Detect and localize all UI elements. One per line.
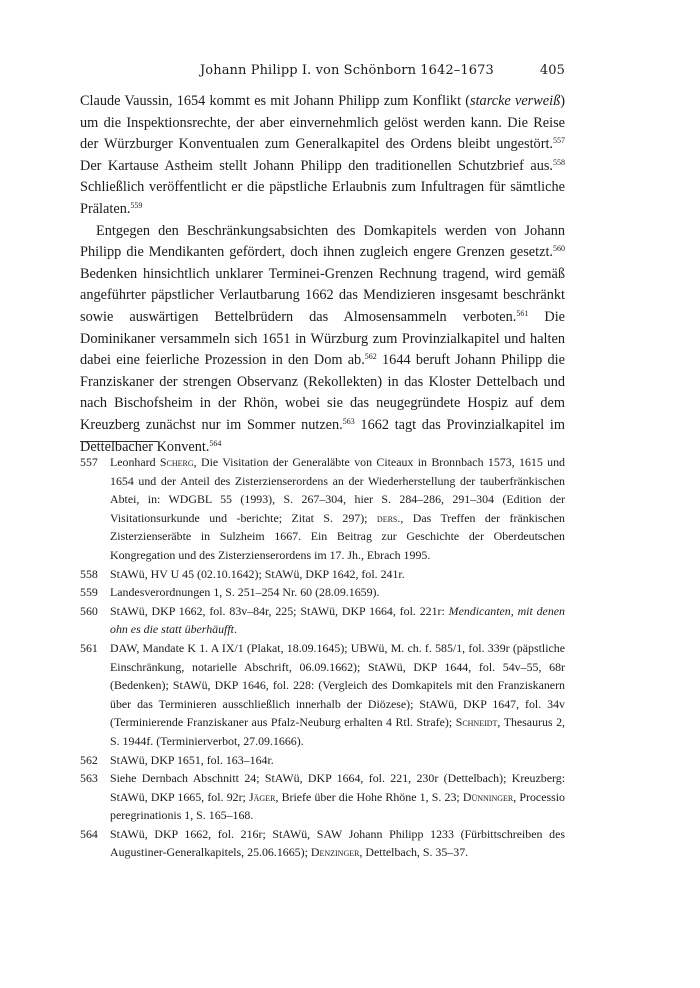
footnote-558 [80, 565, 565, 584]
footnote-ref-560[interactable]: 560 [553, 244, 565, 254]
text-segment: , Processio peregrinationis 1, S. 165–168. [110, 789, 565, 823]
footnote-number: 561 [80, 640, 98, 655]
text-segment: DAW, Mandate K 1. A IX/1 (Plakat, 18.09.1645); UBWü, M. ch. f. 585/1, fol. 339r (päpstliche Einschränkung, notarielle Abschrift, 06.09.1662); StAWü, DKP 1644, fol. 54v–55, 68r (Bedenken); StAWü, DKP 1646, fol. 228: (Vergleich des Domkapitels mit den Franziskanern über das Terminieren ausschließlich innerhalb der Diözese); StAWü, DKP 1647, fol. 34v (Terminierende Franziskaner aus Pfalz-Neuburg erhalten 4 Rtl. Strafe); [110, 640, 565, 730]
footnote-text: Landesverordnungen 1, S. 251–254 Nr. 60 (28.09.1659). [110, 585, 380, 600]
footnote-564 [80, 825, 565, 862]
footnote-number: 563 [80, 771, 98, 786]
italic-quote: Mendicanten, mit denen ohn es die statt überhäufft [110, 603, 566, 637]
text-segment: Bedenken hinsichtlich unklarer Terminei-Grenzen Rechnung tragend, wird gemäß angeführter päpstlicher Verlautbarung 1662 das Mendizieren insgesamt beschränkt sowie auswärtigen Bettelbrüdern das Almosensammeln verboten. [80, 265, 565, 325]
footnote-text [110, 825, 565, 862]
text-segment: , Dettelbach, S. 35–37. [359, 845, 469, 860]
footnote-text [110, 453, 565, 565]
footnote-563 [80, 769, 565, 825]
text-segment: . [233, 622, 237, 637]
author-name: Denzinger [310, 845, 360, 860]
paragraph-1 [80, 91, 565, 221]
footnote-557 [80, 453, 565, 565]
footnote-ref-562[interactable]: 562 [364, 352, 377, 362]
footnote-number: 559 [80, 585, 98, 600]
text-segment: 1662 tagt das Provinzialkapitel im Dettelbacher Konvent. [80, 416, 565, 455]
footnote-562 [80, 751, 565, 770]
text-segment: StAWü, DKP 1662, fol. 216r; StAWü, SAW Johann Philipp 1233 (Fürbittschreiben des Augustiner-Generalkapitels, 25.06.1665); [110, 826, 565, 860]
footnote-ref-563[interactable]: 563 [342, 416, 355, 426]
page-number: 405 [539, 63, 565, 78]
text-segment: 1644 beruft Johann Philipp die Franziskaner der strengen Observanz (Rekollekten) in das Kloster Dettelbach und nach Bischofsheim in der Rhön, wobei sie das neugegründete Hospiz auf dem Kreuzberg zunächst nur im Sommer nutzen. [80, 352, 566, 433]
footnote-ref-557[interactable]: 557 [553, 136, 565, 146]
footnote-text: StAWü, DKP 1651, fol. 163–164r. [110, 752, 274, 767]
text-segment: Die Dominikaner versammeln sich 1651 in Würzburg zum Provinzialkapitel und halten dabei eine feierliche Prozession in den Dom ab. [80, 308, 566, 369]
footnote-number: 558 [80, 566, 98, 581]
footnote-text [110, 639, 565, 751]
text-segment: Siehe Dernbach Abschnitt 24; StAWü, DKP 1664, fol. 221, 230r (Dettelbach); Kreuzberg: StAWü, DKP 1665, fol. 92r; [110, 771, 565, 804]
footnote-text [110, 602, 565, 639]
footnote-ref-564[interactable]: 564 [209, 438, 222, 448]
footnote-number: 564 [80, 826, 98, 841]
footnote-ref-561[interactable]: 561 [516, 308, 529, 318]
footnote-number: 560 [80, 603, 98, 618]
italic-quote: starcke verweiß [470, 93, 561, 109]
author-name: ders. [376, 510, 401, 525]
footnote-559 [80, 583, 565, 602]
author-name: Schneidt [455, 715, 498, 730]
text-segment: Claude Vaussin, 1654 kommt es mit Johann Philipp zum Konflikt ( [80, 93, 471, 109]
text-segment: Entgegen den Beschränkungsabsichten des Domkapitels werden von Johann Philipp die Mendikanten gefördert, doch ihnen zugleich engere Grenzen gesetzt. [80, 222, 565, 261]
footnote-text [110, 769, 565, 825]
text-segment: , Das Treffen der fränkischen Zisterzienseräbte in Sulzheim 1667. Ein Beitrag zur Geschichte der Oberdeutschen Kongregation und des Zisterzienserordens im 17. Jh., Ebrach 1995. [110, 510, 565, 562]
running-head-title: Johann Philipp I. von Schönborn 1642–1673 [200, 63, 494, 78]
footnote-text: StAWü, HV U 45 (02.10.1642); StAWü, DKP 1642, fol. 241r. [110, 566, 405, 581]
footnote-561 [80, 639, 565, 751]
author-name: Jäger [249, 789, 276, 804]
author-name: Dünninger [462, 789, 514, 804]
text-segment: Schließlich veröffentlicht er die päpstliche Erlaubnis zum Infultragen für sämtliche Prälaten. [80, 179, 565, 217]
footnote-560 [80, 602, 565, 639]
text-segment: ) um die Inspektionsrechte, der aber einvernehmlich gelöst werden kann. Die Reise der Würzburger Konventualen zum Generalkapitel des Ordens bleibt ungestört. [80, 93, 565, 153]
paragraph-2 [80, 221, 565, 459]
main-text [80, 91, 565, 458]
text-segment: , Thesaurus 2, S. 1944f. (Terminierverbot, 27.09.1666). [110, 715, 565, 748]
footnotes [80, 453, 565, 862]
footnote-separator [80, 441, 158, 442]
text-segment: , Briefe über die Hohe Rhöne 1, S. 23; [275, 789, 463, 804]
footnote-ref-558[interactable]: 558 [553, 157, 565, 167]
text-segment: Leonhard [110, 455, 160, 469]
footnote-number: 557 [80, 455, 98, 469]
text-segment: , Die Visitation der Generaläbte von Citeaux in Bronnbach 1573, 1615 und 1654 und der Anteil des Zisterzienserordens an der Wiederherstellung der tauberfränkischen Abtei, in: WDGBL 55 (1993), S. 267–304, hier S. 284–286, 291–304 (Edition der Visitationsurkunde und -berichte; Zitat S. 297); [110, 455, 565, 525]
author-name: Scherg [159, 455, 194, 469]
text-segment: Der Kartause Astheim stellt Johann Philipp den traditionellen Schutzbrief aus. [80, 157, 553, 174]
footnote-number: 562 [80, 752, 98, 767]
text-segment: StAWü, DKP 1662, fol. 83v–84r, 225; StAWü, DKP 1664, fol. 221r: [110, 603, 449, 618]
footnote-ref-559[interactable]: 559 [130, 200, 143, 210]
